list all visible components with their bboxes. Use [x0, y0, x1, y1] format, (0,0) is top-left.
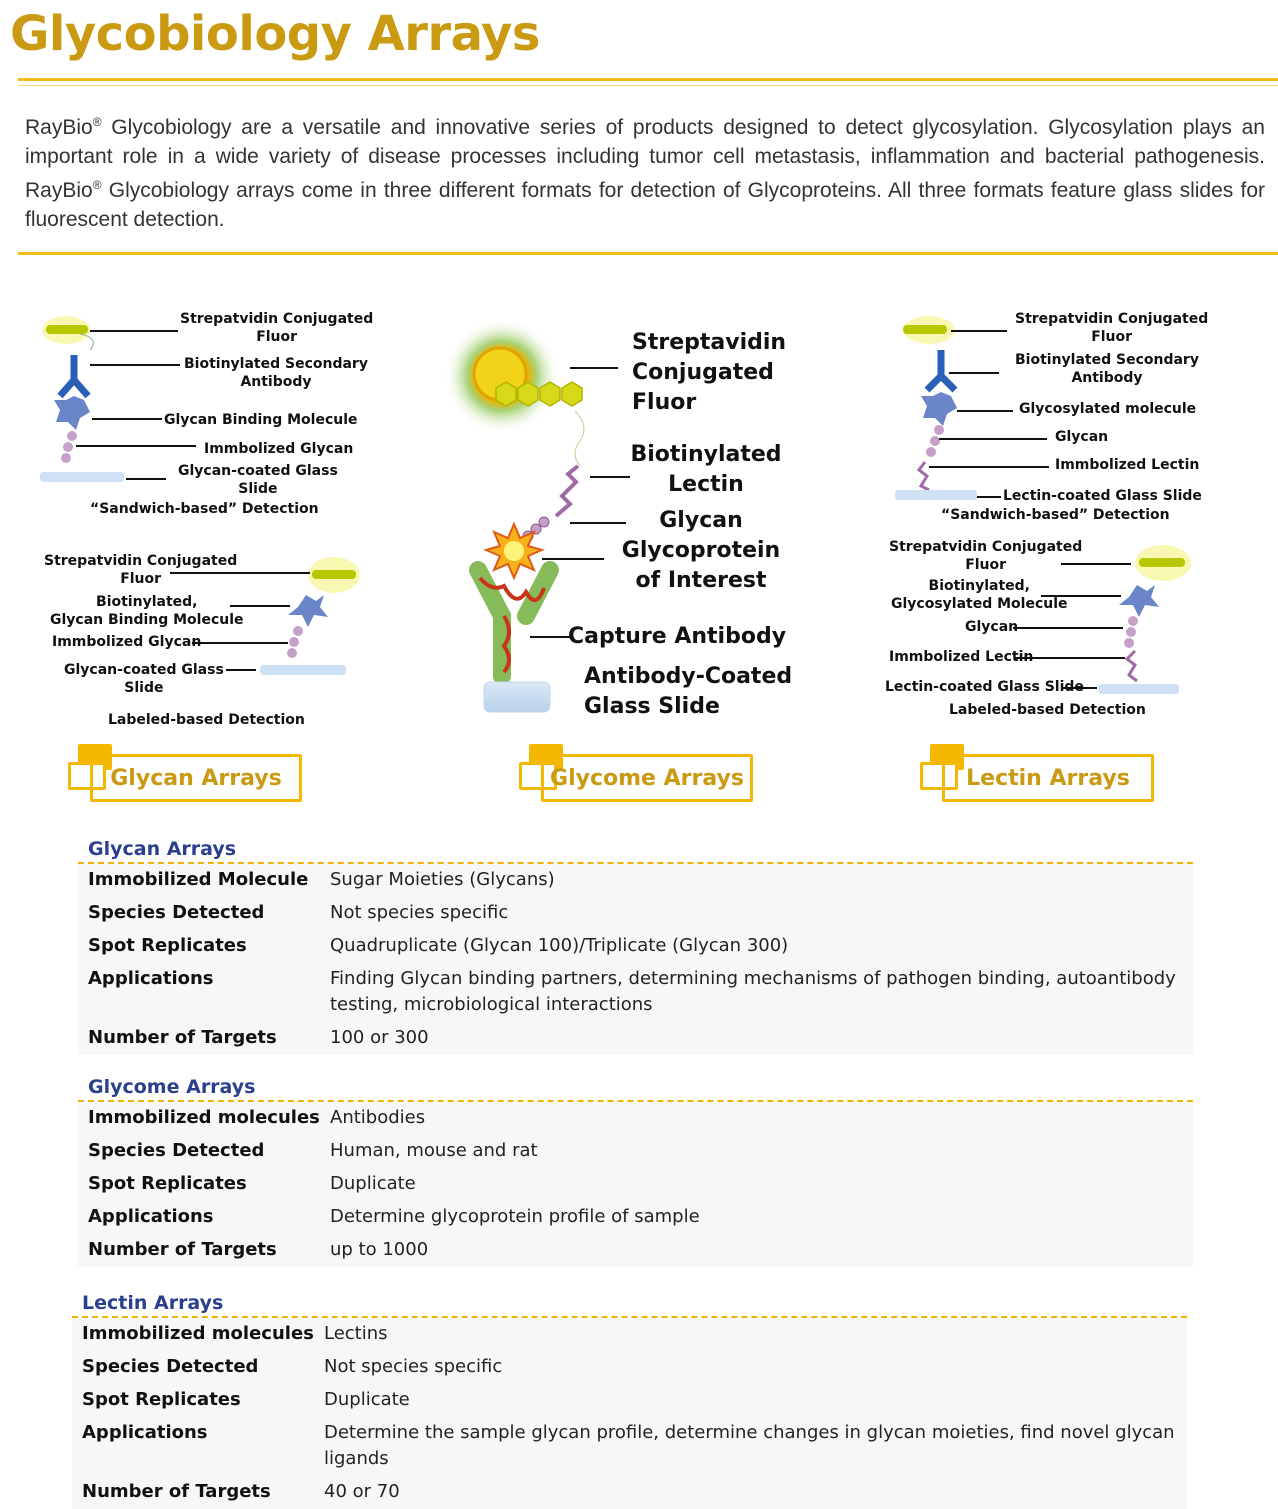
label-immobilized-lectin: Immbolized Lectin [889, 649, 1034, 665]
table-row: Spot Replicates Quadruplicate (Glycan 100)/Triplicate (Glycan 300) [88, 935, 789, 956]
spec-table [78, 1102, 1193, 1267]
table-row: Applications Determine the sample glycan profile, determine changes in glycan moieties, find novel glycan ligands [82, 1422, 1175, 1469]
glycan-arrays-spec [78, 834, 1193, 1055]
glycome-arrays-button[interactable]: Glycome Arrays [519, 744, 755, 804]
label-glycosylated-molecule: Biotinylated, Glycosylated Molecule [891, 578, 1068, 612]
table-row: Immobilized Molecule Sugar Moieties (Glycans) [88, 869, 555, 890]
table-row: Applications Finding Glycan binding partners, determining mechanisms of pathogen binding, autoantibody testing, microbiological interactions [88, 968, 1176, 1015]
caption-labeled: Labeled-based Detection [108, 712, 305, 728]
table-row: Number of Targets 100 or 300 [88, 1027, 429, 1048]
caption-sandwich: “Sandwich-based” Detection [90, 501, 319, 517]
label-immobilized-glycan: Immbolized Glycan [204, 441, 354, 457]
label-streptavidin: Strepatvidin Conjugated Fluor [889, 539, 1083, 573]
caption-sandwich: “Sandwich-based” Detection [941, 507, 1170, 523]
label-antibody-slide: Antibody-Coated Glass Slide [584, 664, 793, 719]
lectin-arrays-button[interactable]: Lectin Arrays [920, 744, 1156, 804]
intro-divider [18, 252, 1278, 255]
label-biotinylated-lectin: Biotinylated Lectin [630, 442, 782, 497]
label-glycan-binding: Glycan Binding Molecule [164, 412, 358, 428]
caption-labeled: Labeled-based Detection [949, 702, 1146, 718]
glycan-labeled-diagram [30, 545, 390, 735]
label-secondary-antibody: Biotinylated Secondary Antibody [1015, 352, 1199, 386]
label-glass-slide: Lectin-coated Glass Slide [1003, 488, 1202, 504]
spec-heading: Glycome Arrays [78, 1072, 1193, 1102]
table-row: Spot Replicates Duplicate [88, 1173, 416, 1194]
table-row: Immobilized molecules Lectins [82, 1323, 388, 1344]
label-streptavidin: Strepatvidin Conjugated Fluor [44, 553, 238, 587]
table-row: Applications Determine glycoprotein profile of sample [88, 1206, 700, 1227]
spec-heading: Glycan Arrays [78, 834, 1193, 864]
table-row: Number of Targets up to 1000 [88, 1239, 429, 1260]
label-streptavidin: Strepatvidin Conjugated Fluor [1015, 311, 1209, 345]
label-streptavidin-fluor: Streptavidin Conjugated Fluor [632, 330, 787, 415]
glycome-diagram [440, 316, 800, 726]
label-immobilized-glycan: Immbolized Glycan [52, 634, 202, 650]
label-glass-slide: Glycan-coated Glass Slide [178, 463, 338, 497]
label-capture-antibody: Capture Antibody [568, 624, 787, 649]
lectin-arrays-spec [72, 1288, 1187, 1509]
table-row: Spot Replicates Duplicate [82, 1389, 410, 1410]
label-binding-molecule: Biotinylated, Glycan Binding Molecule [50, 594, 244, 628]
spec-table [78, 864, 1193, 1055]
lectin-labeled-diagram [885, 535, 1265, 725]
spec-heading: Lectin Arrays [72, 1288, 1187, 1318]
label-glycan: Glycan [1055, 429, 1109, 445]
lectin-sandwich-diagram [885, 300, 1265, 530]
top-divider [18, 78, 1278, 81]
table-row: Number of Targets 40 or 70 [82, 1481, 400, 1502]
intro-paragraph: RayBio® Glycobiology are a versatile and innovative series of products designed to detect glycosylation. Glycosylation plays an important role in a wide variety of disease processes including tumor cell metastasis, inflammation and bacterial pathogenesis. RayBio® Glycobiology arrays come in three different formats for detection of Glycoproteins. All three formats feature glass slides for fluorescent detection. [25, 115, 1265, 231]
label-immobilized-lectin: Immbolized Lectin [1055, 457, 1200, 473]
table-row: Immobilized molecules Antibodies [88, 1107, 426, 1128]
table-row: Species Detected Not species specific [88, 902, 509, 923]
label-glycoprotein: Glycan Glycoprotein of Interest [621, 508, 781, 593]
label-streptavidin: Strepatvidin Conjugated Fluor [180, 311, 374, 345]
table-row: Species Detected Human, mouse and rat [88, 1140, 538, 1161]
label-glycan: Glycan [965, 619, 1019, 635]
label-glycosylated-molecule: Glycosylated molecule [1019, 401, 1197, 417]
glycan-sandwich-diagram [30, 300, 390, 530]
glycan-arrays-button[interactable]: Glycan Arrays [68, 744, 304, 804]
glycome-arrays-spec [78, 1072, 1193, 1267]
label-glass-slide: Glycan-coated Glass Slide [64, 662, 224, 696]
top-divider-thin [18, 85, 1278, 86]
table-row: Species Detected Not species specific [82, 1356, 503, 1377]
label-secondary-antibody: Biotinylated Secondary Antibody [184, 356, 368, 390]
page-title: Glycobiology Arrays [10, 6, 540, 62]
spec-table [72, 1318, 1187, 1509]
label-glass-slide: Lectin-coated Glass Slide [885, 679, 1084, 695]
